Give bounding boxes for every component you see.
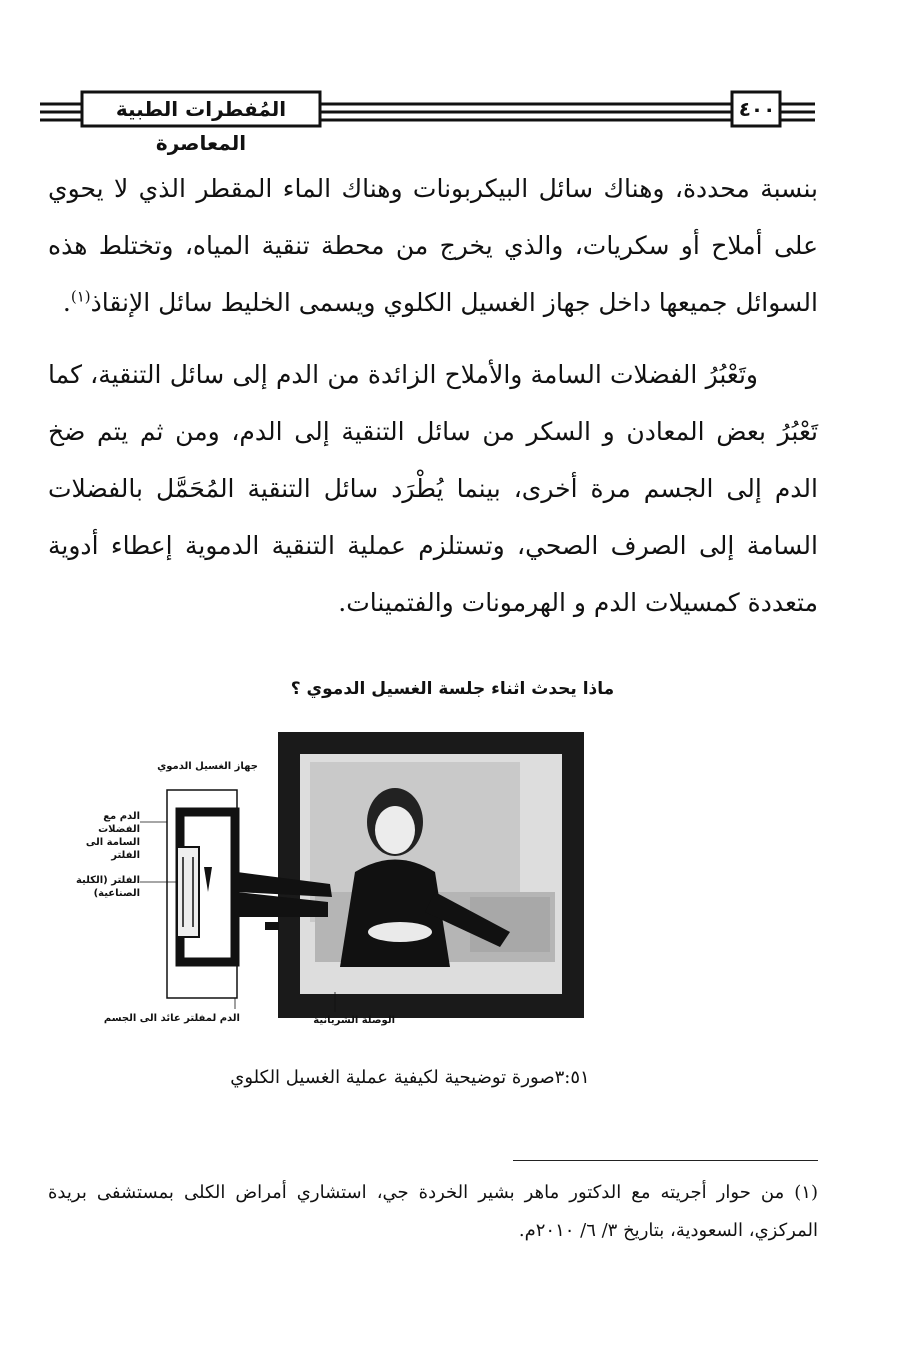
footnote: (١) من حوار أجريته مع الدكتور ماهر بشير الخردة جي، استشاري أمراض الكلى بمستشفى بريدة المركزي، السعودية، بتاريخ ٣/ ٦/ ٢٠١٠م. [48, 1182, 818, 1241]
paragraph-1 [48, 160, 818, 331]
paragraph-1-text: بنسبة محددة، وهناك سائل البيكربونات وهناك الماء المقطر الذي لا يحوي على أملاح أو سكريات، والذي يخرج من محطة تنقية المياه، وتختلط هذه السوائل جميعها داخل جهاز الغسيل الكلوي ويسمى الخليط سائل الإنقاذ [48, 174, 818, 317]
dialysis-figure [70, 722, 590, 1042]
page-header [0, 0, 903, 155]
label-filter: الفلتر (الكلية الصناعية) [75, 875, 140, 899]
label-blood-return: الدم لمفلتر عائد الى الجسم [103, 1013, 240, 1024]
filter-cartridge [177, 847, 199, 937]
footnote-ref-1[interactable]: (١) [70, 287, 91, 306]
footnote-divider [513, 1160, 818, 1161]
paragraph-2: وتَعْبُرُ الفضلات السامة والأملاح الزائدة من الدم إلى سائل التنقية، كما تَعْبُرُ بعض المعادن و السكر من سائل التنقية إلى الدم، ومن ثم يتم ضخ الدم إلى الجسم مرة أخرى، بينما يُطْرَد سائل التنقية المُحَمَّل بالفضلات السامة إلى الصرف الصحي، وتستلزم عملية التنقية الدموية إعطاء أدوية متعددة كمسيلات الدم و الهرمونات والفتمينات. [48, 360, 818, 617]
figure-caption: ٣:٥١صورة توضيحية لكيفية عملية الغسيل الكلوي [230, 1067, 590, 1088]
label-machine: جهاز الغسيل الدموي [157, 761, 258, 772]
paragraph-1-end: . [62, 288, 71, 317]
label-blood-to-filter: الدم مع الفضلات السامة الى الفلتر [85, 811, 140, 861]
figure-title: ماذا يحدث اثناء جلسة الغسيل الدموي ؟ [290, 679, 615, 699]
page-number: ٤٠٠ [738, 97, 776, 121]
book-title: المُفطرات الطبية المعاصرة [115, 97, 287, 155]
person-face [375, 806, 415, 854]
label-fistula: الوصلة الشريانية [313, 1015, 395, 1026]
